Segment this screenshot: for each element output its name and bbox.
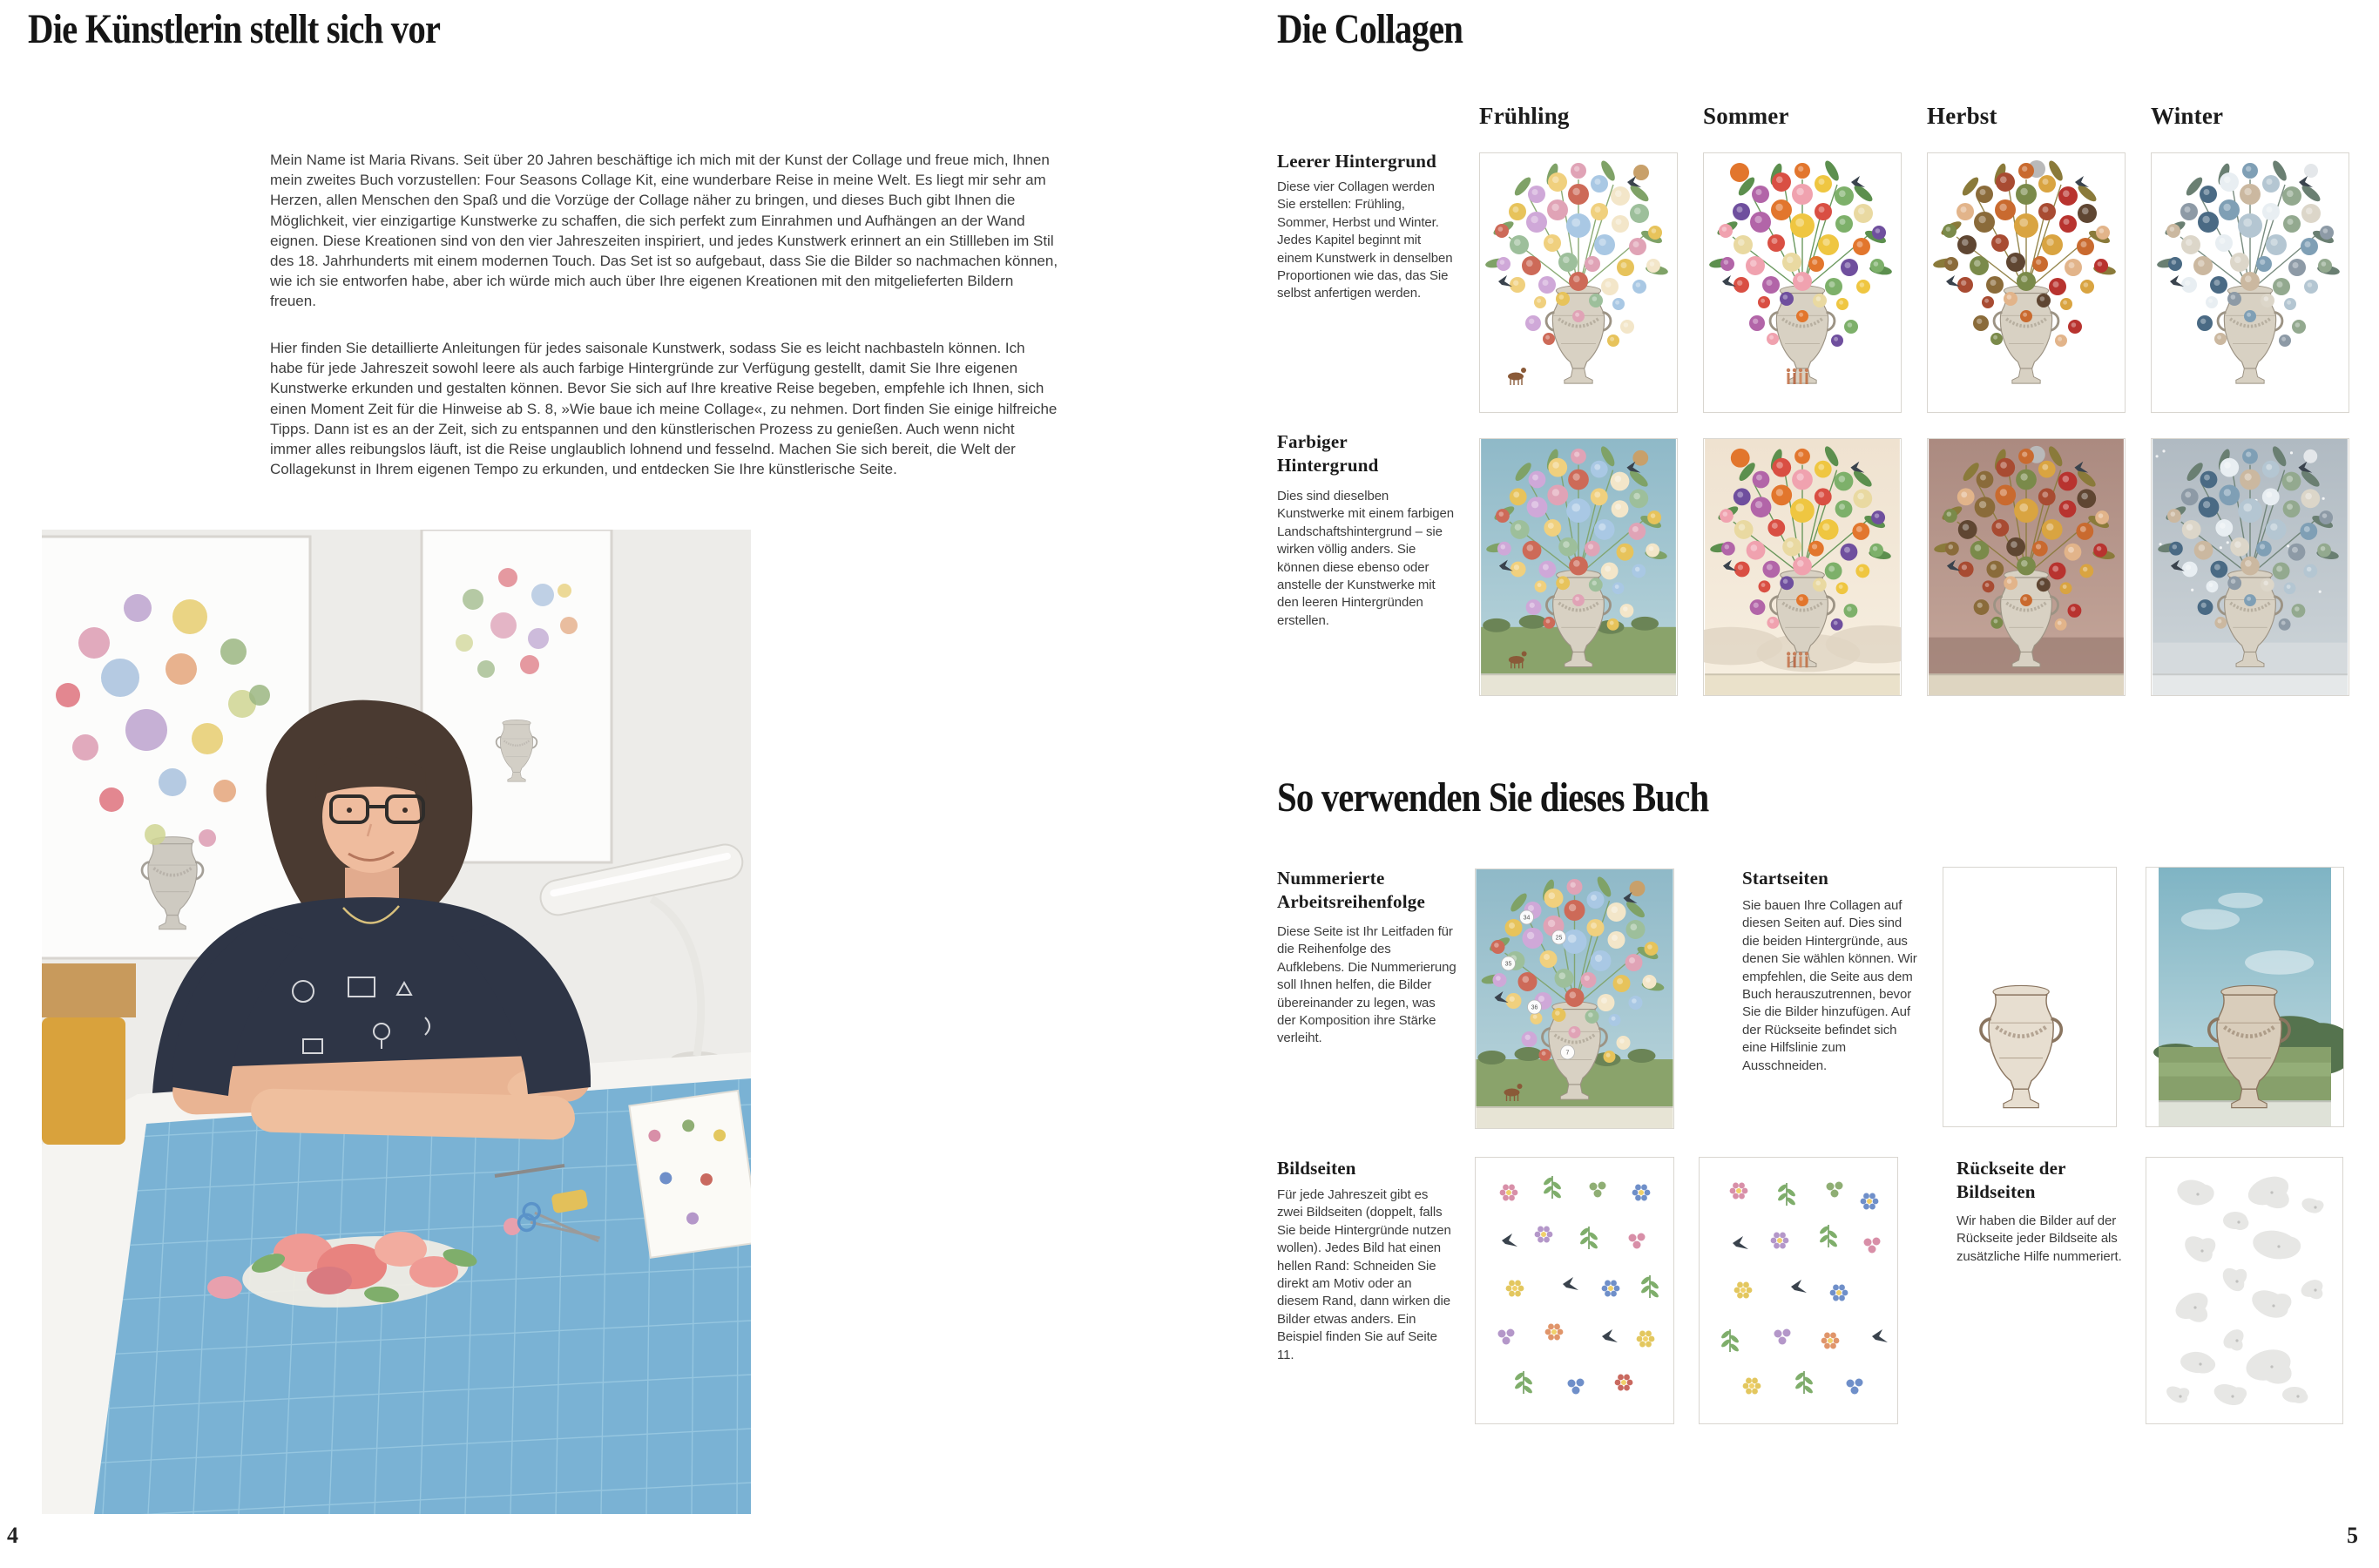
collage-fruehling-farbig [1479, 438, 1678, 696]
intro-paragraph-2: Hier finden Sie detaillierte Anleitungen für jedes saisonale Kunstwerk, sodass Sie es leicht nachbasteln können. Ich habe für jede Jahreszeit sowohl leere als auch farbige Hintergründe zur Verfügung gestellt, damit Sie Ihre eigenen Kunstwerke erkunden und gestalten können. Bevor Sie sich auf Ihre kreative Reise begeben, empfehle ich Ihnen, sich einen Moment Zeit für die Hinweise ab S. 8, »Wie baue ich meine Collage«, zu nehmen. Dort finden Sie einige hilfreiche Tipps. Dann ist es an der Zeit, sich zu entspannen und den künstlerischen Prozess zu genießen. Auch wenn nicht immer alles reibungslos läuft, ist die Reise unglaublich lohnend und fesselnd. Machen Sie sich bereit, die Welt der Collagekunst in Ihrem eigenen Tempo zu erkunden, und entdecken Sie Ihre künstlerische Seite. [270, 340, 1058, 478]
svg-text:34: 34 [1523, 915, 1531, 922]
column-header-herbst: Herbst [1927, 103, 1997, 129]
collage-herbst-leer [1927, 152, 2126, 413]
svg-text:35: 35 [1504, 961, 1512, 968]
row-body-farbiger-hintergrund: Dies sind dieselben Kunstwerke mit einem farbigen Landschaftshintergrund – sie wirken völlig anders. Sie können diese ebenso oder anstelle der Kunstwerke mit den leeren Hintergründen erstellen. [1277, 489, 1455, 628]
artist-photo [42, 530, 751, 1514]
page-title-collagen: Die Collagen [1277, 6, 1463, 52]
section-title-usage: So verwenden Sie dieses Buch [1277, 774, 1709, 821]
collage-fruehling-leer [1479, 152, 1678, 413]
row-heading-farbiger-hintergrund: Farbiger Hintergrund [1277, 431, 1379, 476]
svg-text:36: 36 [1531, 1004, 1538, 1011]
collage-winter-farbig [2151, 438, 2349, 696]
usage-body-nummerierte: Diese Seite ist Ihr Leitfaden für die Reihenfolge des Aufklebens. Die Nummerierung soll Ihnen helfen, die Bilder übereinander zu legen, was der Komposition ihre Stärke verleiht. [1277, 924, 1456, 1046]
collage-winter-leer [2151, 152, 2349, 413]
collage-herbst-farbig [1927, 438, 2126, 696]
usage-body-startseiten: Sie bauen Ihre Collagen auf diesen Seiten auf. Dies sind die beiden Hintergründe, aus denen Sie wählen können. Wir empfehlen, die Seite aus dem Buch herauszutrennen, bevor Sie die Bilder hinzufügen. Auf der Rückseite befindet sich eine Hilfslinie zum Ausschneiden. [1742, 898, 1917, 1073]
startseite-farbiger-hintergrund [2146, 867, 2344, 1127]
collage-sommer-leer [1703, 152, 1902, 413]
usage-heading-nummerierte: Nummerierte Arbeitsreihenfolge [1277, 868, 1426, 912]
page-number-left: 4 [7, 1523, 18, 1548]
usage-heading-rueckseite: Rückseite der Bildseiten [1957, 1158, 2066, 1202]
column-header-fruehling: Frühling [1479, 103, 1570, 129]
svg-text:7: 7 [1565, 1050, 1570, 1057]
row-body-leerer-hintergrund: Diese vier Collagen werden Sie erstellen: Frühling, Sommer, Herbst und Winter. Jedes Kapitel beginnt mit einem Kunstwerk in denselben Proportionen wie das, das Sie selbst anfertigen werden. [1277, 179, 1453, 301]
column-header-winter: Winter [2151, 103, 2224, 129]
row-heading-leerer-hintergrund: Leerer Hintergrund [1277, 151, 1437, 172]
usage-heading-startseiten: Startseiten [1742, 868, 1829, 889]
bildseite-2 [1699, 1157, 1898, 1424]
rueckseite-der-bildseiten [2146, 1157, 2343, 1424]
startseite-leerer-hintergrund [1943, 867, 2117, 1127]
usage-body-rueckseite: Wir haben die Bilder auf der Rückseite jeder Bildseite als zusätzliche Hilfe nummeriert. [1957, 1213, 2122, 1264]
svg-text:25: 25 [1555, 935, 1563, 942]
page-number-right: 5 [2347, 1523, 2358, 1548]
page-title-artist: Die Künstlerin stellt sich vor [28, 6, 441, 52]
bildseite-1 [1475, 1157, 1674, 1424]
column-header-sommer: Sommer [1703, 103, 1789, 129]
intro-paragraph-1: Mein Name ist Maria Rivans. Seit über 20 Jahren beschäftige ich mich mit der Kunst der Collage und freue mich, Ihnen mein zweites Buch vorzustellen: Four Seasons Collage Kit, eine wunderbare Reise in meine Welt. Es liegt mir sehr am Herzen, allen Menschen den Spaß und die Vorzüge der Collage näher zu bringen, und dieses Buch gibt Ihnen die Möglichkeit, vier einzigartige Kunstwerke zu schaffen, die sich perfekt zum Einrahmen und Aufhängen an der Wand eignen. Diese Kreationen sind von den vier Jahreszeiten inspiriert, und jedes Kunstwerk erinnert an ein Stillleben im Stil des 18. Jahrhunderts mit einem modernen Touch. Das Set ist so aufgebaut, dass Sie die Bilder so nachmachen können, wie ich sie entworfen habe, aber ich würde mich auch über Ihre eigenen Kreationen mit den mitgelieferten Bildern freuen. [270, 152, 1058, 310]
collage-sommer-farbig [1703, 438, 1902, 696]
collage-nummerierte-arbeitsreihenfolge [1475, 868, 1674, 1129]
usage-heading-bildseiten: Bildseiten [1277, 1158, 1356, 1179]
usage-body-bildseiten: Für jede Jahreszeit gibt es zwei Bildseiten (doppelt, falls Sie beide Hintergründe nutzen wollen). Jedes Bild hat einen hellen Rand: Schneiden Sie direkt am Motiv oder an diesem Rand, dann wirken die Bilder etwas anders. Ein Beispiel finden Sie auf Seite 11. [1277, 1187, 1451, 1362]
